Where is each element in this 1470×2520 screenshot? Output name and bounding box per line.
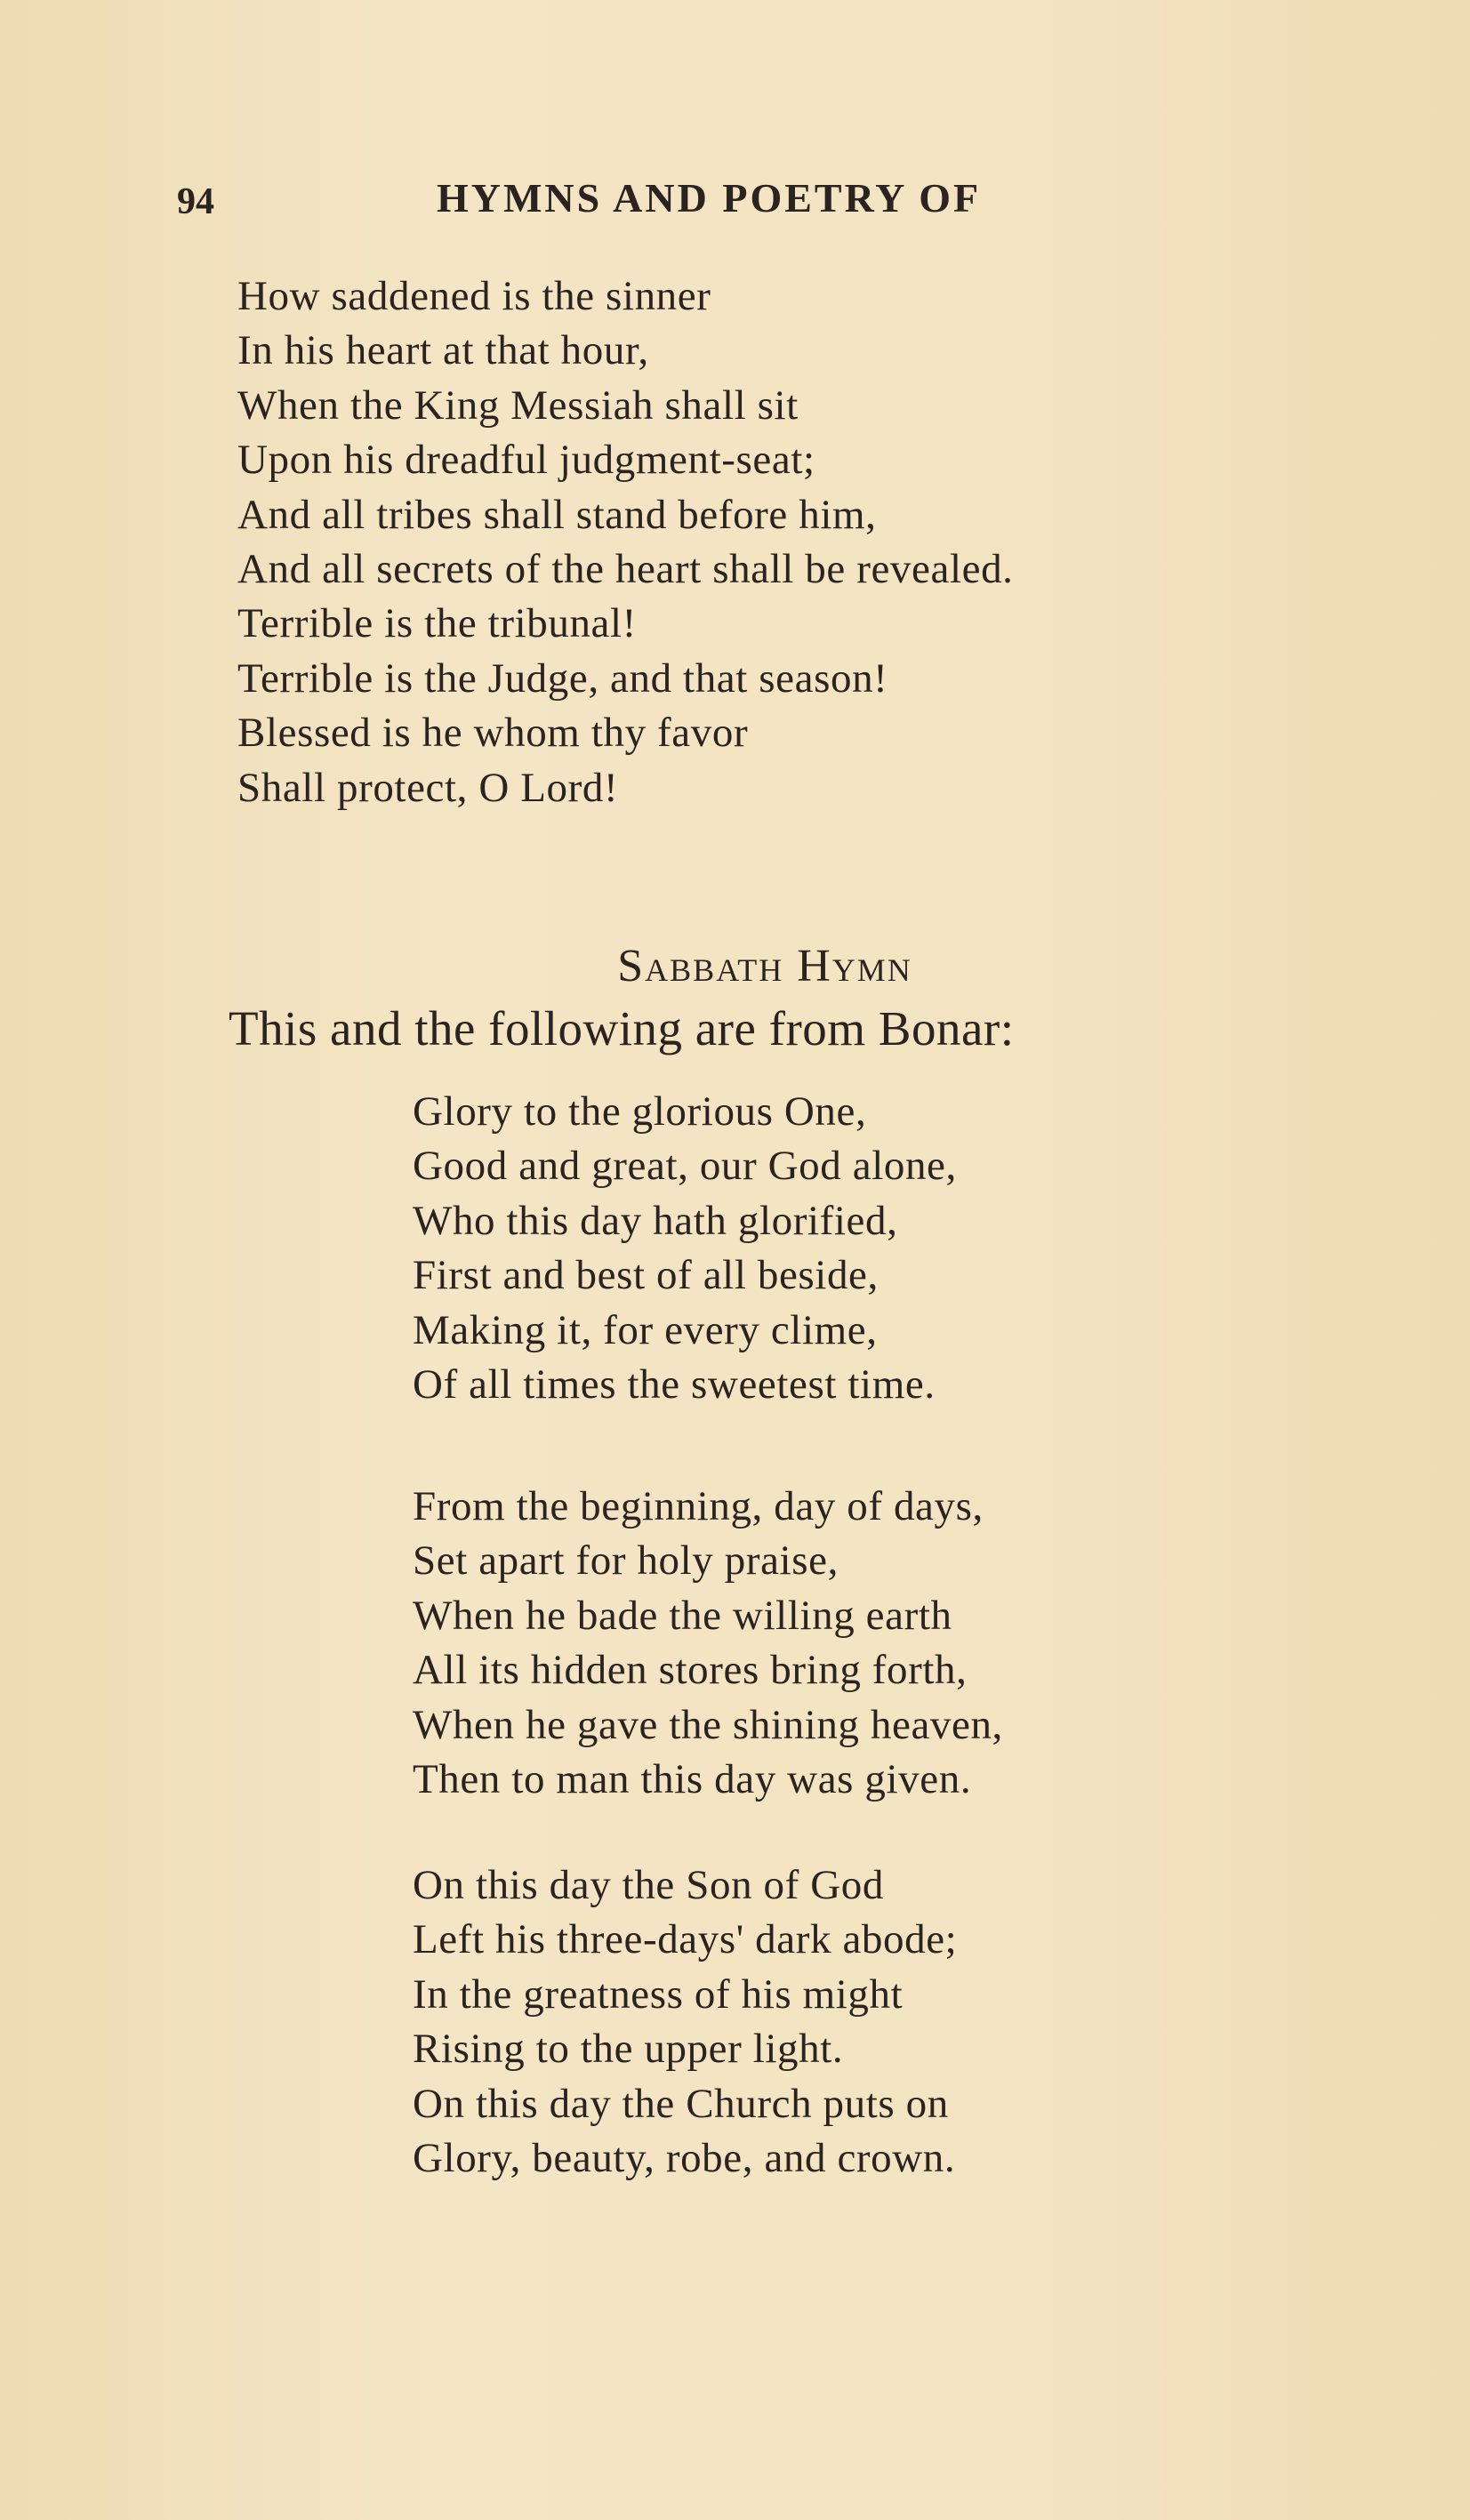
verse-line: Of all times the sweetest time. [413, 1361, 936, 1408]
verse-line: When the King Messiah shall sit [237, 381, 799, 429]
hymn-stanza-2 [413, 1480, 1003, 1807]
hymn-stanza-3 [413, 1858, 957, 2186]
verse-line: In his heart at that hour, [237, 327, 649, 374]
verse-line: On this day the Church puts on [413, 2080, 949, 2127]
verse-line: Shall protect, O Lord! [237, 764, 619, 811]
verse-line: Then to man this day was given. [413, 1756, 972, 1803]
verse-line: Glory to the glorious One, [413, 1088, 867, 1135]
verse-line: Who this day hath glorified, [413, 1197, 898, 1244]
verse-line: First and best of all beside, [413, 1252, 879, 1299]
verse-line: Blessed is he whom thy favor [237, 710, 749, 757]
verse-line: When he gave the shining heaven, [413, 1701, 1003, 1748]
verse-line: Left his three-days' dark abode; [413, 1916, 958, 1963]
verse-line: When he bade the willing earth [413, 1592, 952, 1639]
verse-line: Set apart for holy praise, [413, 1537, 839, 1585]
verse-line: In the greatness of his might [413, 1970, 904, 2018]
verse-line: From the beginning, day of days, [413, 1483, 984, 1529]
verse-line: Making it, for every clime, [413, 1306, 878, 1353]
hymn-intro: This and the following are from Bonar: [229, 1001, 1015, 1055]
verse-line: Upon his dreadful judgment-seat; [237, 437, 815, 484]
running-title: HYMNS AND POETRY OF [437, 175, 982, 221]
hymn-stanza-1 [413, 1085, 957, 1412]
verse-line: Terrible is the tribunal! [237, 600, 637, 647]
page-number: 94 [177, 181, 214, 222]
verse-line: And all secrets of the heart shall be revealed. [237, 546, 1014, 593]
verse-line: Rising to the upper light. [413, 2026, 844, 2073]
poem-stanza [237, 269, 1014, 815]
verse-line: Good and great, our God alone, [413, 1143, 957, 1190]
verse-line: Terrible is the Judge, and that season! [237, 654, 888, 702]
verse-line: How saddened is the sinner [237, 273, 711, 319]
verse-line: All its hidden stores bring forth, [413, 1647, 968, 1694]
verse-line: On this day the Son of God [413, 1862, 884, 1908]
hymn-title: Sabbath Hymn [617, 941, 912, 991]
verse-line: Glory, beauty, robe, and crown. [413, 2135, 956, 2182]
verse-line: And all tribes shall stand before him, [237, 491, 877, 538]
